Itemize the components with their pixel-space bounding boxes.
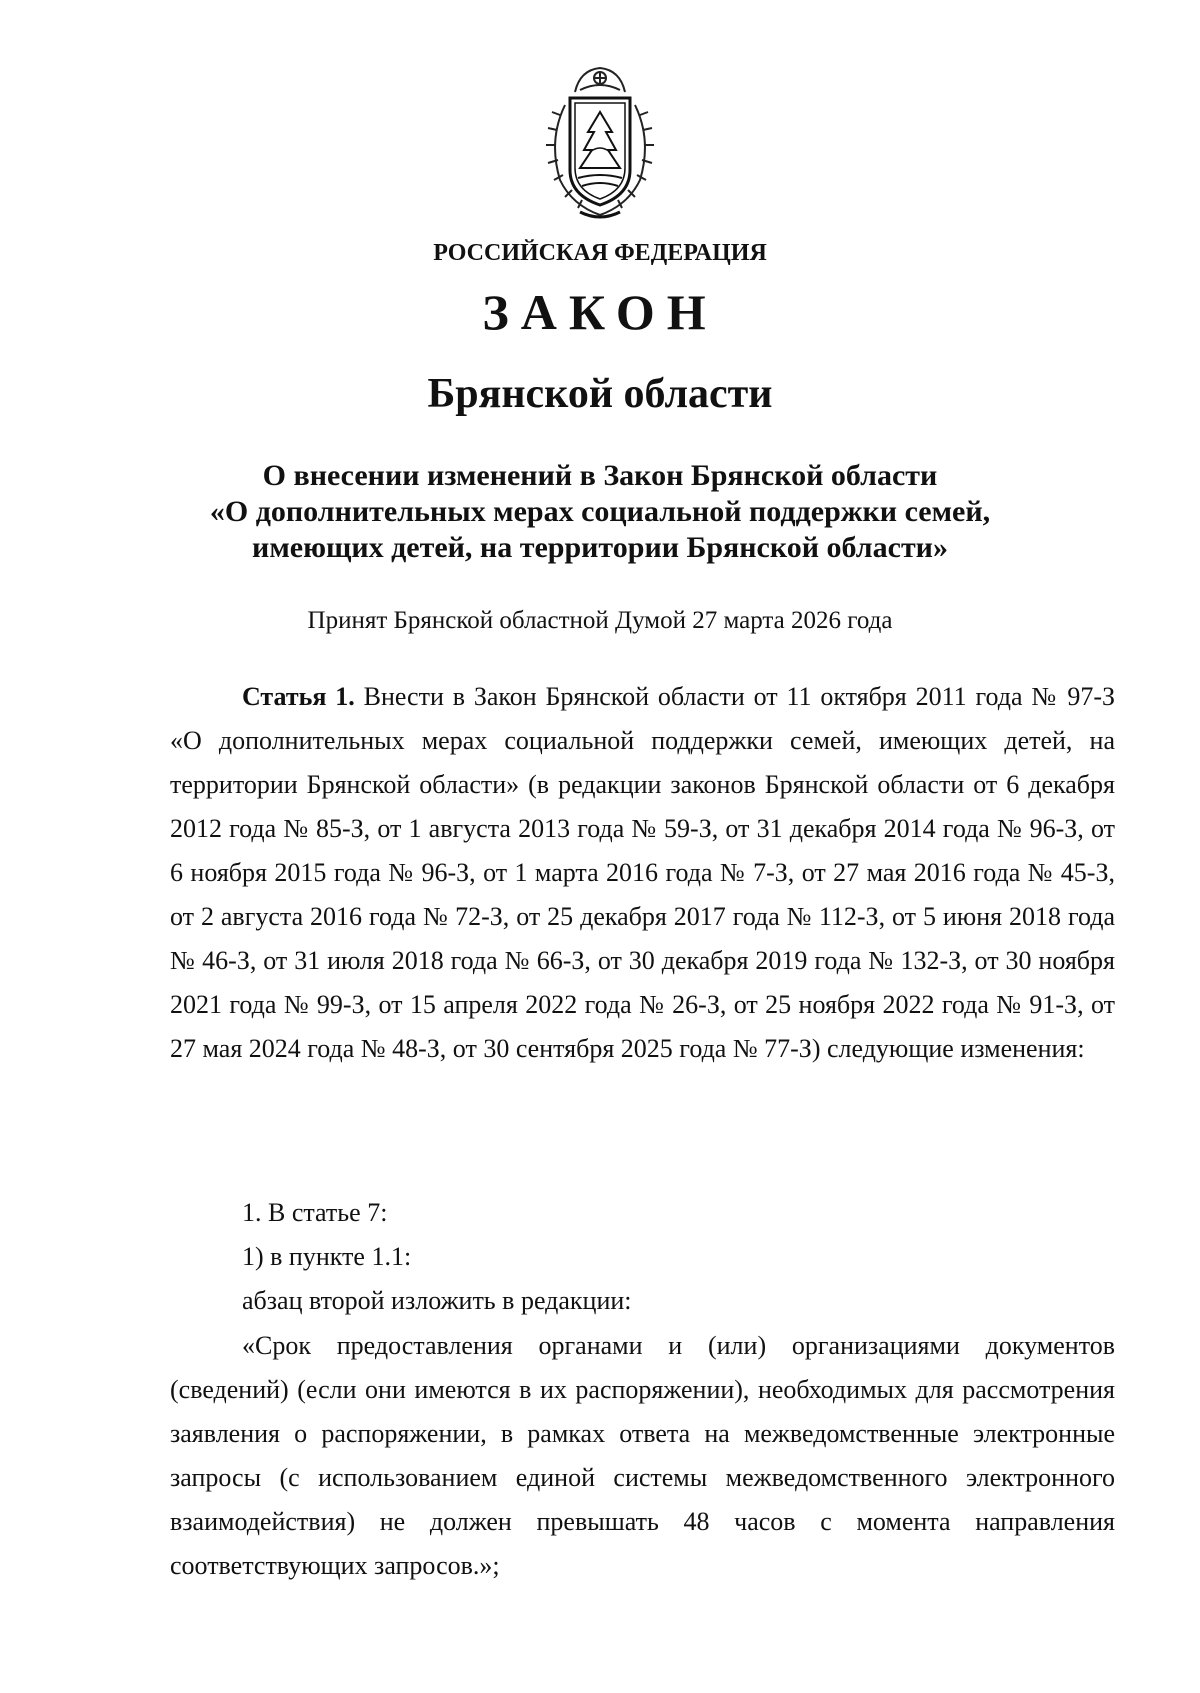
adoption-line: Принят Брянской областной Думой 27 марта 2026 года xyxy=(307,607,893,634)
amendment-quote: «Срок предоставления органами и (или) организациями документов (сведений) (если они имеются в их распоряжении), необходимых для рассмотрения заявления о распоряжении, в рамках ответа на межведомственные электронные запросы (с использованием единой системы межведомственного электронного взаимодействия) не должен превышать 48 часов с момента направления соответствующих запросов.»; xyxy=(170,1331,1115,1580)
law-title-line: О внесении изменений в Закон Брянской области xyxy=(262,459,938,492)
article-1-label: Статья 1. xyxy=(242,682,355,711)
law-heading: ЗАКОН xyxy=(482,284,718,340)
article-1-text: Внести в Закон Брянской области от 11 октября 2011 года № 97-З «О дополнительных мерах социальной поддержки семей, имеющих детей, на территории Брянской области» (в редакции законов Брянской области от 6 декабря 2012 года № 85-З, от 1 августа 2013 года № 59-З, от 31 декабря 2014 года № 96-З, от 6 ноября 2015 года № 96-З, от 1 марта 2016 года № 7-З, от 27 мая 2016 года № 45-З, от 2 августа 2016 года № 72-З, от 25 декабря 2017 года № 112-З, от 5 июня 2018 года № 46-З, от 31 июля 2018 года № 66-З, от 30 декабря 2019 года № 132-З, от 30 ноября 2021 года № 99-З, от 15 апреля 2022 года № 26-З, от 25 ноября 2022 года № 91-З, от 27 мая 2024 года № 48-З, от 30 сентября 2025 года № 77-З) следующие изменения: xyxy=(170,682,1115,1063)
item-1: 1. В статье 7: xyxy=(242,1198,388,1227)
law-title-line: «О дополнительных мерах социальной поддержки семей, xyxy=(209,495,991,528)
law-title xyxy=(0,458,1200,566)
amendment-instruction: абзац второй изложить в редакции: xyxy=(242,1286,632,1315)
item-1-subpoint: 1) в пункте 1.1: xyxy=(242,1242,412,1271)
bryansk-coat-of-arms-emblem xyxy=(530,60,670,225)
country-heading: РОССИЙСКАЯ ФЕДЕРАЦИЯ xyxy=(433,240,767,266)
region-heading: Брянской области xyxy=(427,371,773,417)
article-1-paragraph xyxy=(170,675,1115,1071)
law-title-line: имеющих детей, на территории Брянской области» xyxy=(252,531,948,564)
